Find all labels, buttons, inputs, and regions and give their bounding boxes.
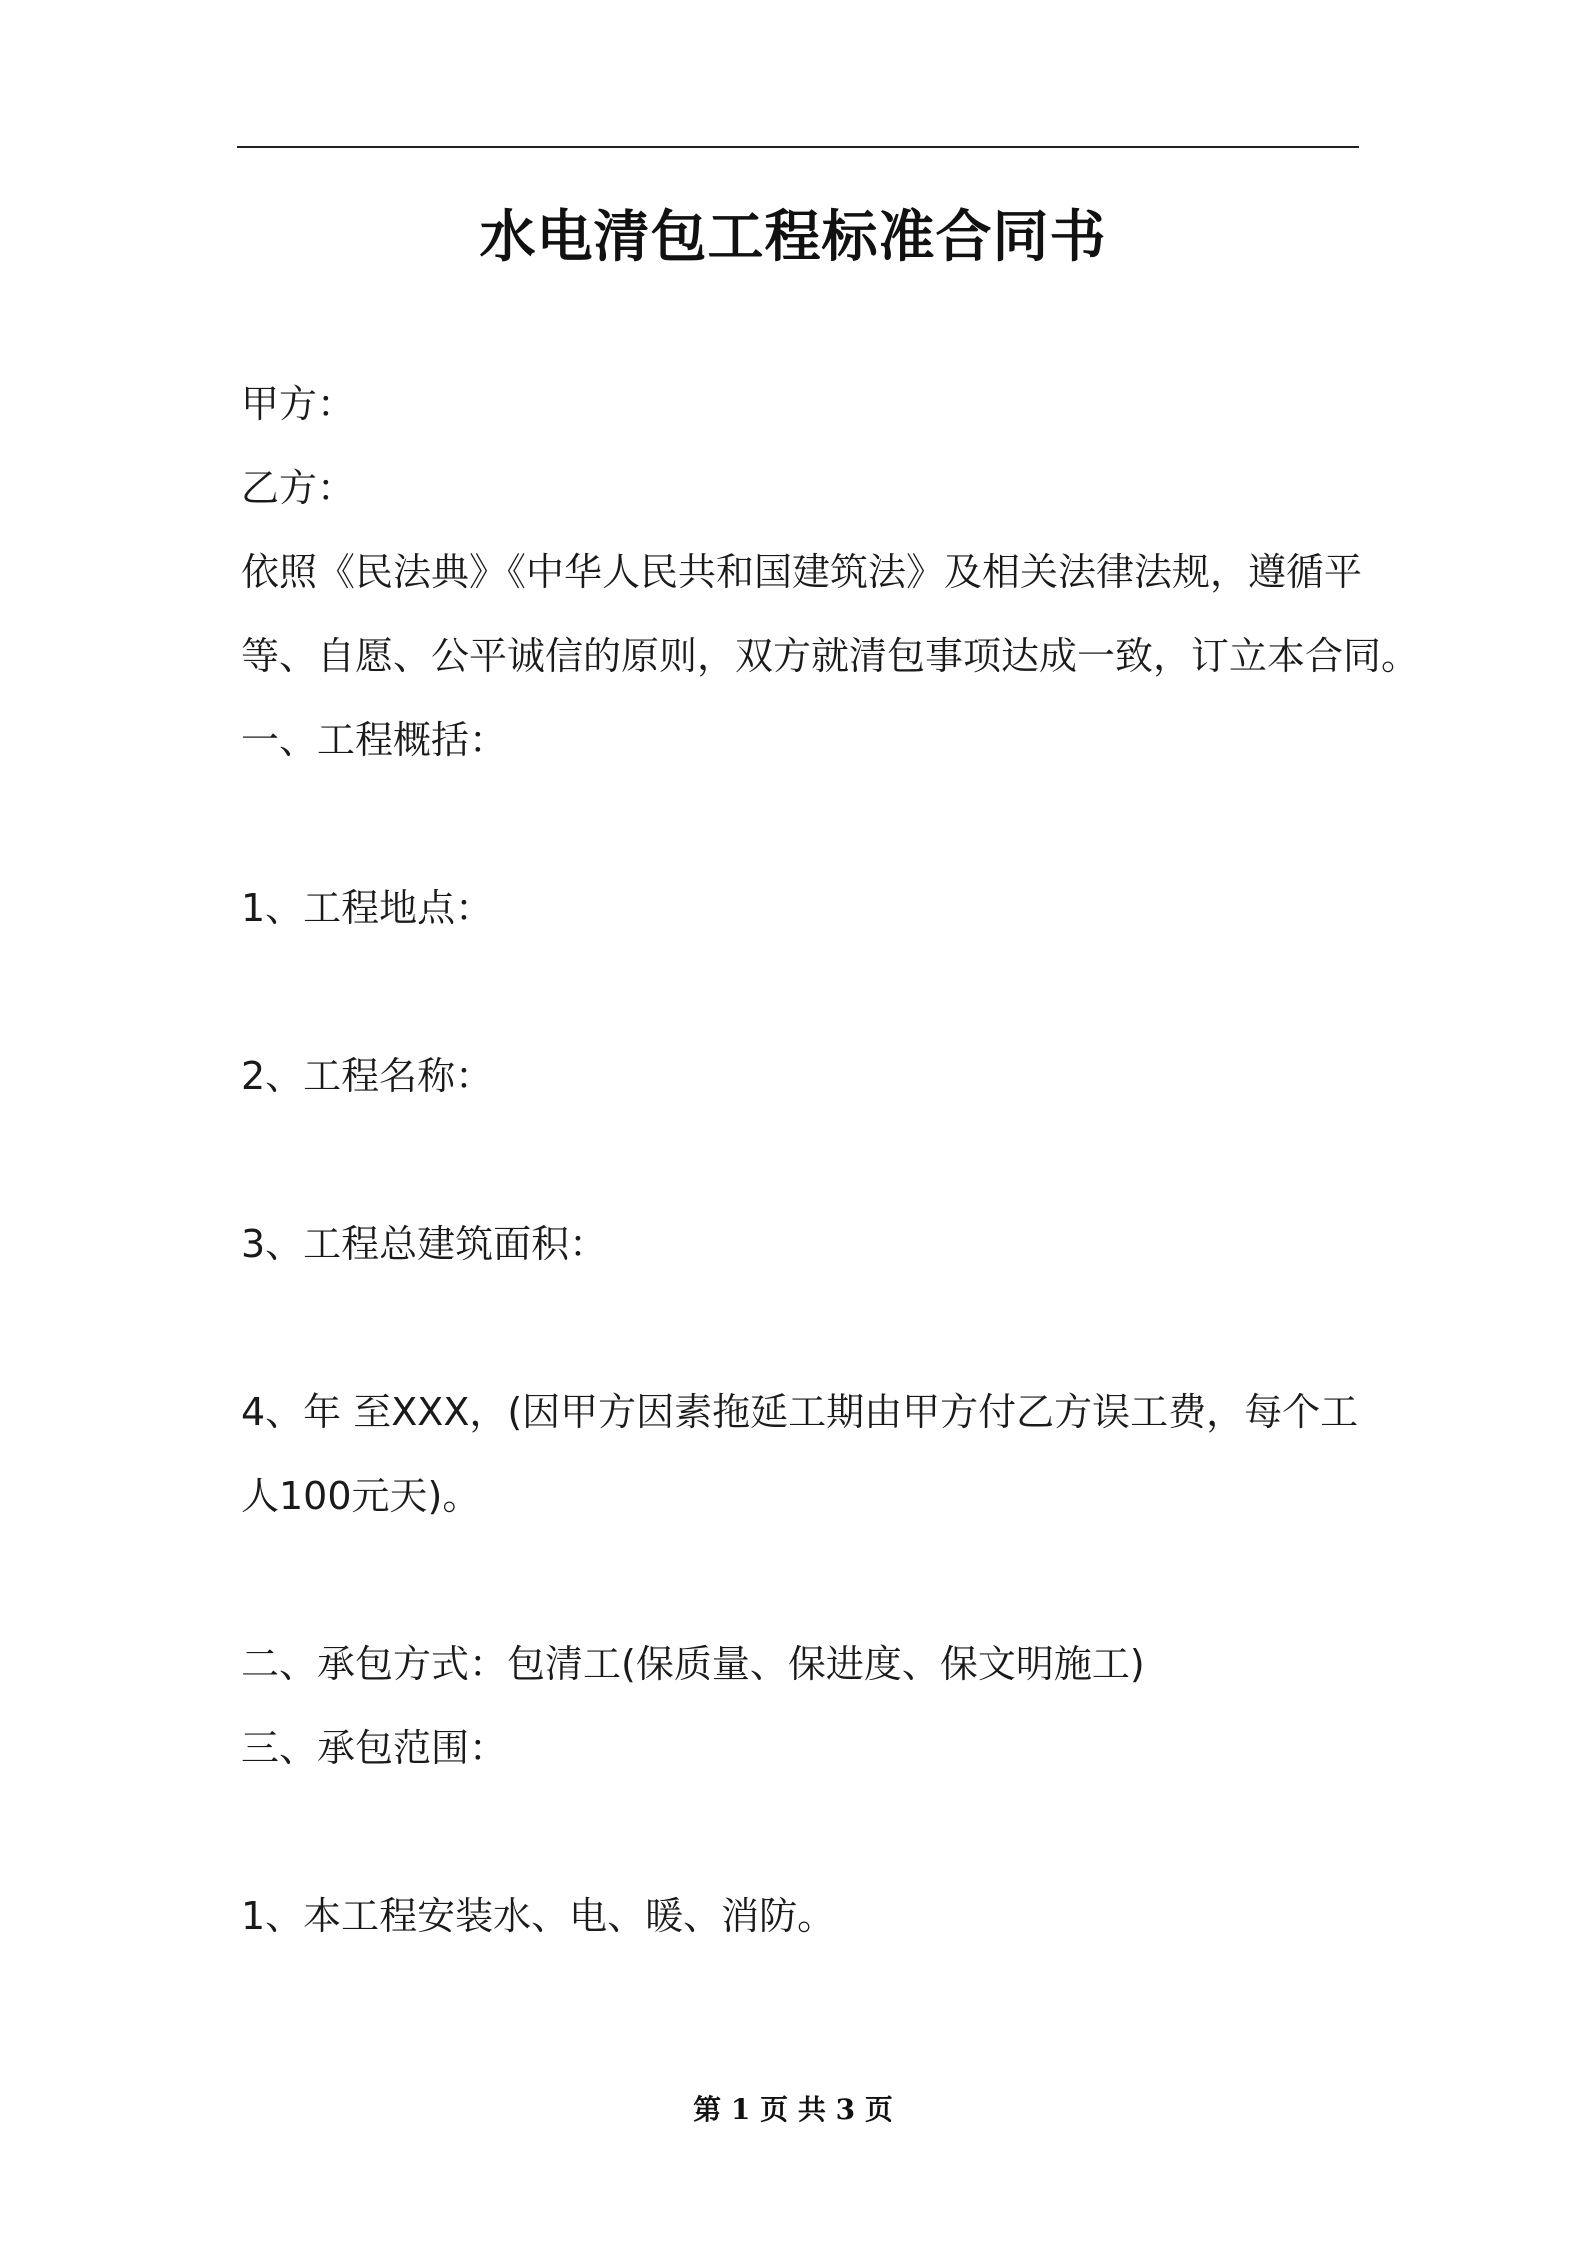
page-number: 第 1 页 共 3 页 — [693, 2093, 893, 2126]
party-a-label: 甲方： — [241, 382, 356, 426]
preamble-line-2: 等、自愿、公平诚信的原则，双方就清包事项达成一致，订立本合同。 — [241, 634, 1420, 678]
item-schedule-line-2: 人100元天)。 — [241, 1474, 481, 1518]
section-3-item-1: 1、本工程安装水、电、暖、消防。 — [241, 1894, 836, 1938]
section-3-heading: 三、承包范围： — [241, 1726, 508, 1770]
document-title: 水电清包工程标准合同书 — [479, 205, 1107, 270]
section-2-contract-method: 二、承包方式：包清工(保质量、保进度、保文明施工) — [241, 1642, 1145, 1686]
section-1-heading: 一、工程概括： — [241, 718, 508, 762]
item-project-name: 2、工程名称： — [241, 1054, 494, 1098]
party-b-label: 乙方： — [241, 466, 356, 510]
item-schedule-line-1: 4、年 至XXX，(因甲方因素拖延工期由甲方付乙方误工费，每个工 — [241, 1390, 1359, 1434]
item-project-location: 1、工程地点： — [241, 886, 494, 930]
preamble-line-1: 依照《民法典》《中华人民共和国建筑法》及相关法律法规，遵循平 — [241, 550, 1363, 594]
header-rule — [237, 146, 1359, 148]
item-building-area: 3、工程总建筑面积： — [241, 1222, 608, 1266]
